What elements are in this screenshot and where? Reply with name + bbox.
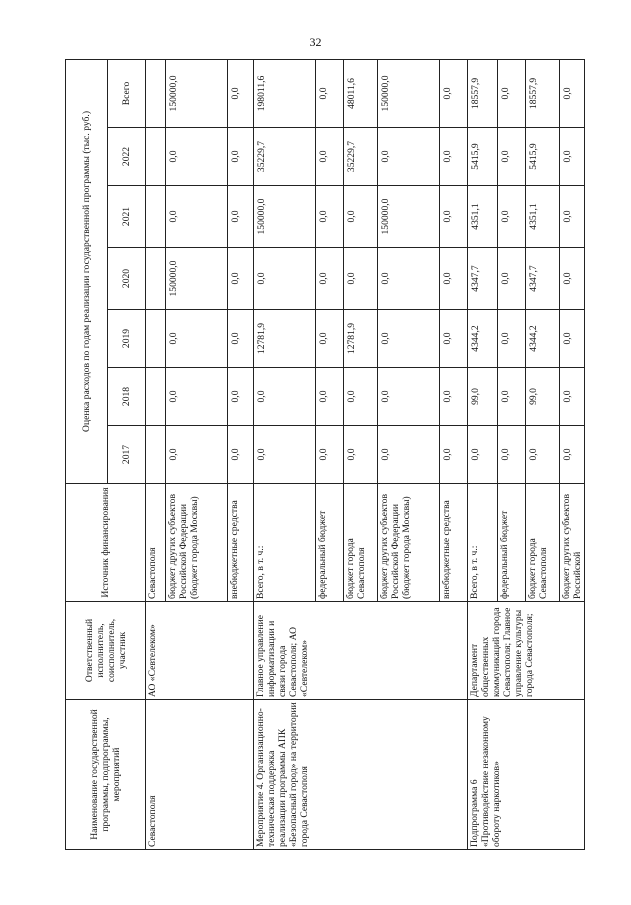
cell-value: 0,0 — [440, 368, 468, 426]
cell-value: 0,0 — [498, 426, 526, 484]
cell-value: 18557,9 — [468, 59, 498, 127]
cell-value: 0,0 — [316, 368, 344, 426]
header-year: 2022 — [108, 128, 146, 186]
cell-value: 0,0 — [440, 128, 468, 186]
cell-value: 0,0 — [378, 248, 440, 310]
cell-source: Севастополя — [146, 484, 166, 602]
cell-name: Мероприятие 4. Организационно-техническая поддержка реализации программы АПК «Безопасный город» на территории города Севастополя — [254, 700, 468, 850]
cell-value: 150000,0 — [166, 248, 228, 310]
cell-value: 0,0 — [378, 368, 440, 426]
cell-value: 0,0 — [526, 426, 560, 484]
table-row — [146, 59, 166, 849]
cell-value: 4344,2 — [526, 310, 560, 368]
header-responsible: Ответственный исполнитель, соисполнитель, участник — [66, 602, 146, 700]
cell-value: 0,0 — [378, 426, 440, 484]
header-year: 2020 — [108, 248, 146, 310]
cell-value: 0,0 — [166, 368, 228, 426]
cell-value — [146, 128, 166, 186]
cell-value: 5415,9 — [526, 128, 560, 186]
header-year: 2019 — [108, 310, 146, 368]
cell-source: федеральный бюджет — [316, 484, 344, 602]
cell-value — [146, 310, 166, 368]
header-name: Наименование государственной программы, подпрограммы, мероприятий — [66, 700, 146, 850]
cell-value: 0,0 — [440, 248, 468, 310]
cell-value: 0,0 — [560, 310, 585, 368]
cell-value: 0,0 — [316, 426, 344, 484]
cell-value: 48011,6 — [344, 59, 378, 127]
cell-value: 35229,7 — [344, 128, 378, 186]
cell-value: 0,0 — [316, 128, 344, 186]
cell-value: 0,0 — [498, 368, 526, 426]
cell-source: бюджет других субъектов Российской Федерации (бюджет города Москвы) — [378, 484, 440, 602]
cell-value: 4344,2 — [468, 310, 498, 368]
cell-value — [146, 186, 166, 248]
cell-value: 0,0 — [468, 426, 498, 484]
cell-source: бюджет других субъектов Российской — [560, 484, 585, 602]
cell-value: 0,0 — [344, 426, 378, 484]
cell-value: 0,0 — [166, 128, 228, 186]
table-row — [254, 59, 316, 849]
cell-value: 0,0 — [440, 310, 468, 368]
cell-source: внебюджетные средства — [228, 484, 254, 602]
header-source: Источник финансирования — [66, 484, 146, 602]
cell-value: 0,0 — [316, 186, 344, 248]
cell-value: 0,0 — [316, 310, 344, 368]
cell-value: 0,0 — [560, 368, 585, 426]
cell-name: Подпрограмма 6 «Противодействие незаконному обороту наркотиков» — [468, 700, 585, 850]
cell-value: 0,0 — [228, 310, 254, 368]
cell-value: 0,0 — [344, 368, 378, 426]
cell-value: 0,0 — [498, 128, 526, 186]
cell-value: 12781,9 — [344, 310, 378, 368]
cell-value: 4347,7 — [468, 248, 498, 310]
table-row — [468, 59, 498, 849]
cell-value: 0,0 — [254, 368, 316, 426]
header-year: Всего — [108, 59, 146, 127]
rotated-page-content — [65, 60, 583, 850]
cell-responsible: Департамент общественных коммуникаций города Севастополя; Главное управление культуры города Севастополя; — [468, 602, 585, 700]
cell-value: 150000,0 — [378, 186, 440, 248]
cell-value: 0,0 — [254, 426, 316, 484]
cell-value: 0,0 — [254, 248, 316, 310]
cell-value: 0,0 — [228, 186, 254, 248]
cell-value: 0,0 — [228, 59, 254, 127]
cell-value: 0,0 — [440, 59, 468, 127]
cell-source: Всего, в т. ч.: — [468, 484, 498, 602]
cell-value: 12781,9 — [254, 310, 316, 368]
cell-value: 99,0 — [468, 368, 498, 426]
cell-value: 0,0 — [166, 426, 228, 484]
cell-value — [146, 59, 166, 127]
cell-value: 0,0 — [344, 248, 378, 310]
cell-value: 0,0 — [228, 368, 254, 426]
cell-value: 0,0 — [316, 248, 344, 310]
header-estimate: Оценка расходов по годам реализации государственной программы (тыс. руб.) — [66, 59, 108, 483]
cell-value: 0,0 — [440, 186, 468, 248]
budget-table — [65, 59, 585, 850]
cell-source: федеральный бюджет — [498, 484, 526, 602]
page-number: 32 — [309, 35, 322, 49]
cell-value: 0,0 — [560, 128, 585, 186]
cell-value: 0,0 — [378, 128, 440, 186]
header-year: 2017 — [108, 426, 146, 484]
cell-responsible: Главное управление информатизации и связи города Севастополя; АО «Севтелеком» — [254, 602, 468, 700]
cell-value: 0,0 — [560, 426, 585, 484]
cell-value: 0,0 — [560, 59, 585, 127]
cell-source: бюджет города Севастополя — [344, 484, 378, 602]
cell-value: 4351,1 — [526, 186, 560, 248]
cell-value — [146, 248, 166, 310]
cell-value: 5415,9 — [468, 128, 498, 186]
cell-value: 198011,6 — [254, 59, 316, 127]
cell-source: бюджет города Севастополя — [526, 484, 560, 602]
cell-value: 150000,0 — [166, 59, 228, 127]
cell-value: 0,0 — [498, 248, 526, 310]
cell-value: 4347,7 — [526, 248, 560, 310]
cell-value: 0,0 — [166, 186, 228, 248]
cell-value: 150000,0 — [254, 186, 316, 248]
cell-value: 18557,9 — [526, 59, 560, 127]
cell-value — [146, 368, 166, 426]
cell-value: 4351,1 — [468, 186, 498, 248]
header-year: 2021 — [108, 186, 146, 248]
cell-responsible: АО «Севтелеком» — [146, 602, 254, 700]
cell-value: 150000,0 — [378, 59, 440, 127]
cell-value: 0,0 — [344, 186, 378, 248]
cell-source: внебюджетные средства — [440, 484, 468, 602]
header-year: 2018 — [108, 368, 146, 426]
cell-value: 99,0 — [526, 368, 560, 426]
cell-value: 0,0 — [228, 248, 254, 310]
cell-name: Севастополя — [146, 700, 254, 850]
cell-value: 35229,7 — [254, 128, 316, 186]
cell-value: 0,0 — [166, 310, 228, 368]
cell-source: Всего, в т. ч.: — [254, 484, 316, 602]
cell-value: 0,0 — [378, 310, 440, 368]
cell-value: 0,0 — [498, 310, 526, 368]
cell-value: 0,0 — [316, 59, 344, 127]
cell-value: 0,0 — [498, 186, 526, 248]
cell-source: бюджет других субъектов Российской Федерации (бюджет города Москвы) — [166, 484, 228, 602]
cell-value: 0,0 — [560, 248, 585, 310]
cell-value: 0,0 — [498, 59, 526, 127]
cell-value: 0,0 — [440, 426, 468, 484]
cell-value: 0,0 — [560, 186, 585, 248]
cell-value: 0,0 — [228, 128, 254, 186]
cell-value — [146, 426, 166, 484]
cell-value: 0,0 — [228, 426, 254, 484]
